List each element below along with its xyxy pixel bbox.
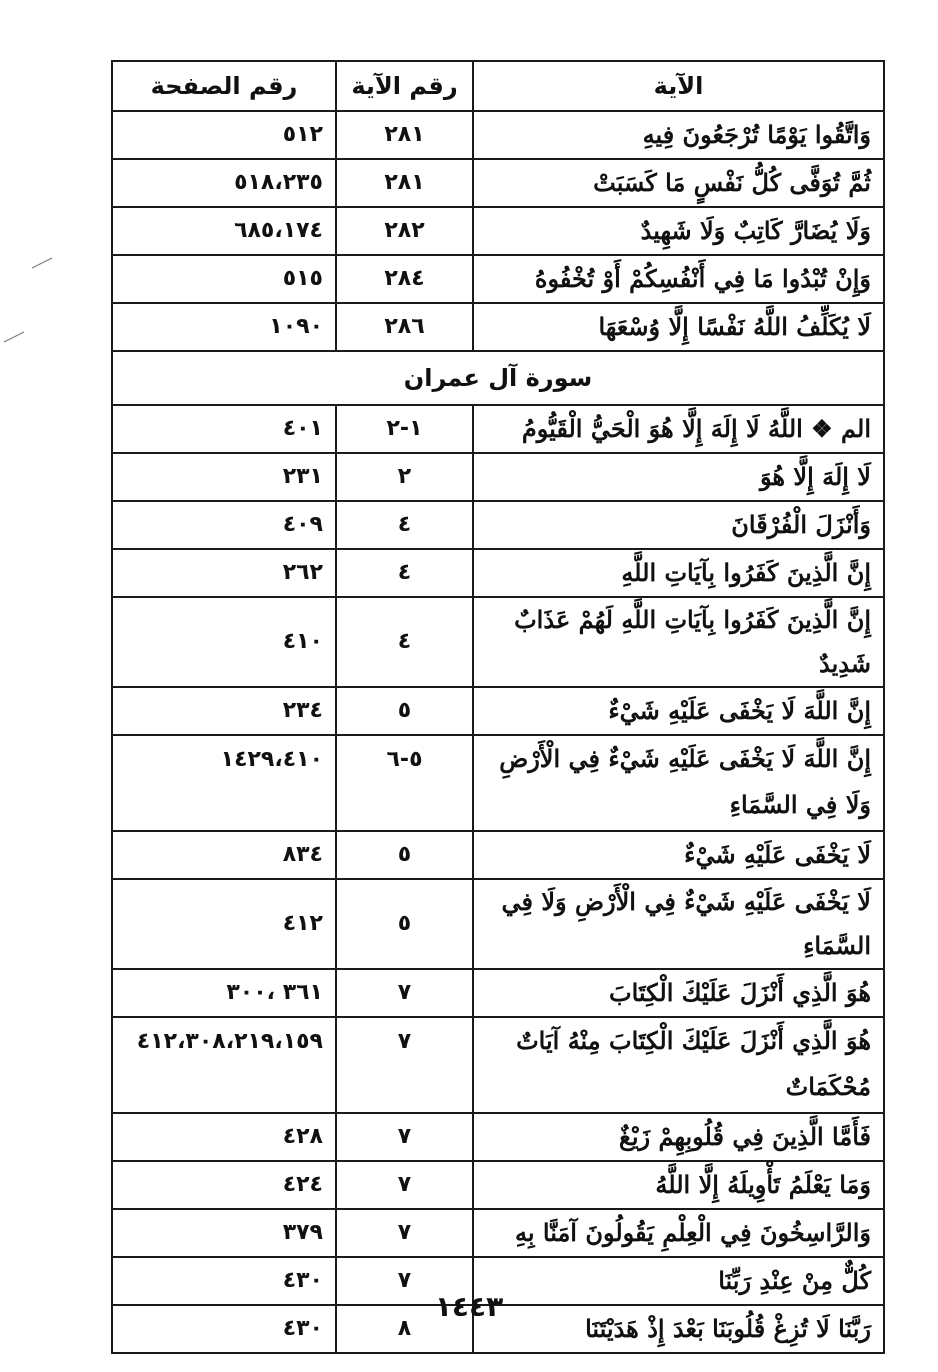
page-numbers-cell: ٥١٢ — [112, 111, 336, 159]
table-row — [112, 159, 884, 207]
ayah-cell: هُوَ الَّذِي أَنْزَلَ عَلَيْكَ الْكِتَابَ مِنْهُ آيَاتٌ مُحْكَمَاتٌ — [473, 1017, 884, 1113]
ayah-cell: لَا يُكَلِّفُ اللَّهُ نَفْسًا إِلَّا وُسْعَهَا — [473, 303, 884, 351]
ayah-number-cell: ٤ — [336, 597, 473, 687]
page-numbers-cell: ١٠٩٠ — [112, 303, 336, 351]
page-numbers-cell: ٨٣٤ — [112, 831, 336, 879]
table-row — [112, 1017, 884, 1113]
table-row — [112, 1113, 884, 1161]
table-row — [112, 207, 884, 255]
page-numbers-cell: ٤١٠ — [112, 597, 336, 687]
table-header-row — [112, 61, 884, 111]
table-row — [112, 597, 884, 687]
rows-before-section — [112, 111, 884, 351]
table-row — [112, 111, 884, 159]
table-row — [112, 453, 884, 501]
ayah-number-cell: ٨ — [336, 1305, 473, 1353]
ayah-number-cell: ٥ — [336, 687, 473, 735]
ayah-number-cell: ٧ — [336, 1209, 473, 1257]
ayah-number-cell: ٢٨٤ — [336, 255, 473, 303]
page-numbers-cell: ٤٢٤ — [112, 1161, 336, 1209]
ayah-number-cell: ٤ — [336, 549, 473, 597]
ayah-cell: إِنَّ الَّذِينَ كَفَرُوا بِآيَاتِ اللَّهِ — [473, 549, 884, 597]
ayah-number-cell: ٢٨٦ — [336, 303, 473, 351]
page-numbers-cell: ٤٣٠ — [112, 1257, 336, 1305]
ayah-cell: رَبَّنَا لَا تُزِغْ قُلُوبَنَا بَعْدَ إِذْ هَدَيْتَنَا — [473, 1305, 884, 1353]
table-row — [112, 501, 884, 549]
ayah-cell: لَا إِلَهَ إِلَّا هُوَ — [473, 453, 884, 501]
header-page-number: رقم الصفحة — [112, 61, 336, 111]
margin-pen-mark — [0, 250, 60, 360]
table-row — [112, 879, 884, 969]
table-row — [112, 831, 884, 879]
page-numbers-cell: ٥١٨،٢٣٥ — [112, 159, 336, 207]
table-row — [112, 687, 884, 735]
page-numbers-cell: ٣٦١ ،٣٠٠ — [112, 969, 336, 1017]
ayah-cell: وَإِنْ تُبْدُوا مَا فِي أَنْفُسِكُمْ أَوْ تُخْفُوهُ — [473, 255, 884, 303]
table-row — [112, 405, 884, 453]
table-row — [112, 969, 884, 1017]
ayah-cell: ثُمَّ تُوَفَّى كُلُّ نَفْسٍ مَا كَسَبَتْ — [473, 159, 884, 207]
surah-title-row — [112, 351, 884, 405]
page-numbers-cell: ٢٣٤ — [112, 687, 336, 735]
table-row — [112, 255, 884, 303]
ayah-number-cell: ٢٨١ — [336, 111, 473, 159]
ayah-cell: فَأَمَّا الَّذِينَ فِي قُلُوبِهِمْ زَيْغٌ — [473, 1113, 884, 1161]
table-row — [112, 549, 884, 597]
page-numbers-cell: ٢٦٢ — [112, 549, 336, 597]
page-numbers-cell: ٤٢٨ — [112, 1113, 336, 1161]
page-numbers-cell: ٤٠١ — [112, 405, 336, 453]
ayah-cell: الم ❖ اللَّهُ لَا إِلَهَ إِلَّا هُوَ الْحَيُّ الْقَيُّومُ — [473, 405, 884, 453]
ayah-number-cell: ٢٨٢ — [336, 207, 473, 255]
table-row — [112, 735, 884, 831]
page-number: ١٤٤٣ — [434, 1290, 504, 1323]
ayah-cell: كُلٌّ مِنْ عِنْدِ رَبِّنَا — [473, 1257, 884, 1305]
ayah-cell: وَمَا يَعْلَمُ تَأْوِيلَهُ إِلَّا اللَّهُ — [473, 1161, 884, 1209]
page-numbers-cell: ٤١٢ — [112, 879, 336, 969]
ayah-cell: وَلَا يُضَارَّ كَاتِبٌ وَلَا شَهِيدٌ — [473, 207, 884, 255]
ayah-cell: إِنَّ اللَّهَ لَا يَخْفَى عَلَيْهِ شَيْءٌ فِي الْأَرْضِ وَلَا فِي السَّمَاءِ — [473, 735, 884, 831]
table-row — [112, 1209, 884, 1257]
ayah-number-cell: ٢ — [336, 453, 473, 501]
ayah-number-cell: ٧ — [336, 1113, 473, 1161]
ayah-number-cell: ٧ — [336, 969, 473, 1017]
table-row — [112, 303, 884, 351]
ayah-number-cell: ٤ — [336, 501, 473, 549]
rows-after-section — [112, 405, 884, 1353]
page-numbers-cell: ٤١٢،٣٠٨،٢١٩،١٥٩ — [112, 1017, 336, 1113]
ayah-number-cell: ٧ — [336, 1257, 473, 1305]
ayah-cell: وَأَنْزَلَ الْفُرْقَانَ — [473, 501, 884, 549]
table-row — [112, 1161, 884, 1209]
ayah-cell: هُوَ الَّذِي أَنْزَلَ عَلَيْكَ الْكِتَابَ — [473, 969, 884, 1017]
ayah-number-cell: ٥-٦ — [336, 735, 473, 831]
ayah-cell: وَاتَّقُوا يَوْمًا تُرْجَعُونَ فِيهِ — [473, 111, 884, 159]
page-numbers-cell: ٤٠٩ — [112, 501, 336, 549]
surah-title: سورة آل عمران — [112, 351, 884, 405]
page-numbers-cell: ٣٧٩ — [112, 1209, 336, 1257]
ayah-number-cell: ٧ — [336, 1161, 473, 1209]
surah-section-heading — [112, 351, 884, 405]
ayah-cell: لَا يَخْفَى عَلَيْهِ شَيْءٌ — [473, 831, 884, 879]
header-ayah-number: رقم الآية — [336, 61, 473, 111]
header-ayah: الآية — [473, 61, 884, 111]
page-numbers-cell: ٤٣٠ — [112, 1305, 336, 1353]
ayah-number-cell: ٥ — [336, 879, 473, 969]
page-numbers-cell: ٢٣١ — [112, 453, 336, 501]
page-numbers-cell: ٦٨٥،١٧٤ — [112, 207, 336, 255]
ayah-index-table — [111, 60, 885, 1354]
ayah-number-cell: ١-٢ — [336, 405, 473, 453]
ayah-cell: وَالرَّاسِخُونَ فِي الْعِلْمِ يَقُولُونَ آمَنَّا بِهِ — [473, 1209, 884, 1257]
ayah-cell: لَا يَخْفَى عَلَيْهِ شَيْءٌ فِي الْأَرْضِ وَلَا فِي السَّمَاءِ — [473, 879, 884, 969]
ayah-number-cell: ٧ — [336, 1017, 473, 1113]
ayah-cell: إِنَّ الَّذِينَ كَفَرُوا بِآيَاتِ اللَّهِ لَهُمْ عَذَابٌ شَدِيدٌ — [473, 597, 884, 687]
ayah-number-cell: ٢٨١ — [336, 159, 473, 207]
ayah-cell: إِنَّ اللَّهَ لَا يَخْفَى عَلَيْهِ شَيْءٌ — [473, 687, 884, 735]
ayah-number-cell: ٥ — [336, 831, 473, 879]
page-numbers-cell: ٥١٥ — [112, 255, 336, 303]
page-numbers-cell: ١٤٢٩،٤١٠ — [112, 735, 336, 831]
